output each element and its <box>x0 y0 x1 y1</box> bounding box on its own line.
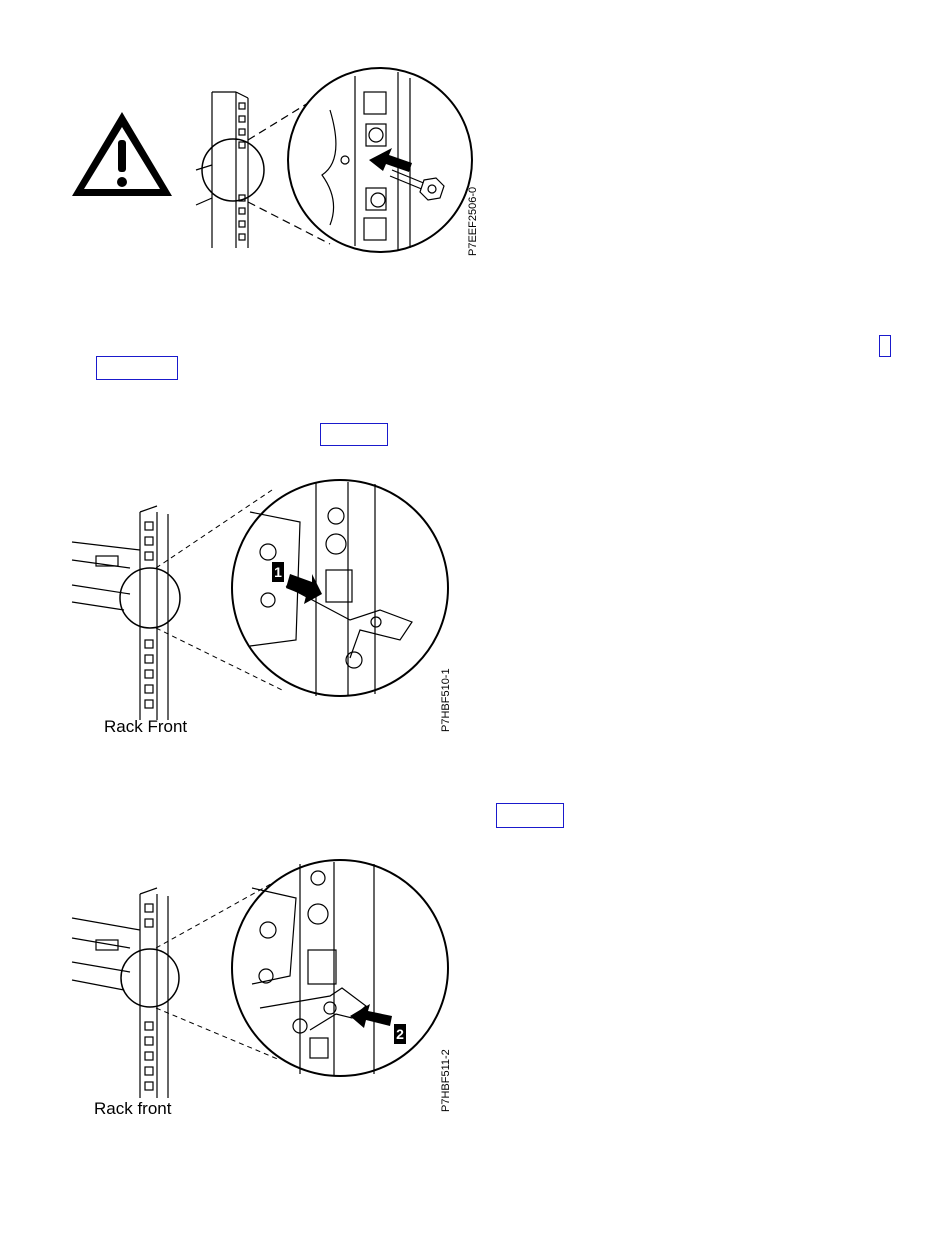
detail-circle-small <box>202 139 264 201</box>
latch-detail-magnified-2 <box>232 860 448 1076</box>
screw-detail-magnified <box>288 68 472 252</box>
figure-id: P7HBF511-2 <box>440 1049 452 1112</box>
reference-link-2[interactable] <box>96 356 178 380</box>
rack-post <box>196 92 248 248</box>
figure-id: P7EEF2506-0 <box>467 186 479 256</box>
rack-front-label-1: Rack Front <box>104 717 188 736</box>
caution-figure <box>0 0 500 270</box>
rail-latch-figure-1 <box>0 470 500 750</box>
caution-figure-drawing <box>0 0 500 270</box>
figure-id: P7HBF510-1 <box>440 668 452 732</box>
figure-link-1[interactable] <box>320 423 388 446</box>
reference-link-1[interactable] <box>879 335 891 357</box>
rail-latch-drawing-2 <box>0 858 500 1128</box>
rail-latch-drawing-1 <box>0 470 500 750</box>
rail-latch-figure-2 <box>0 858 500 1128</box>
rack-post-front <box>72 888 168 1098</box>
rack-post-front <box>72 506 168 720</box>
rack-front-label-2: Rack front <box>94 1099 172 1118</box>
callout-2: 2 <box>396 1026 404 1042</box>
figure-link-2[interactable] <box>496 803 564 828</box>
latch-detail-magnified-1 <box>232 480 448 696</box>
warning-triangle-icon <box>72 112 172 196</box>
callout-1: 1 <box>274 564 282 580</box>
